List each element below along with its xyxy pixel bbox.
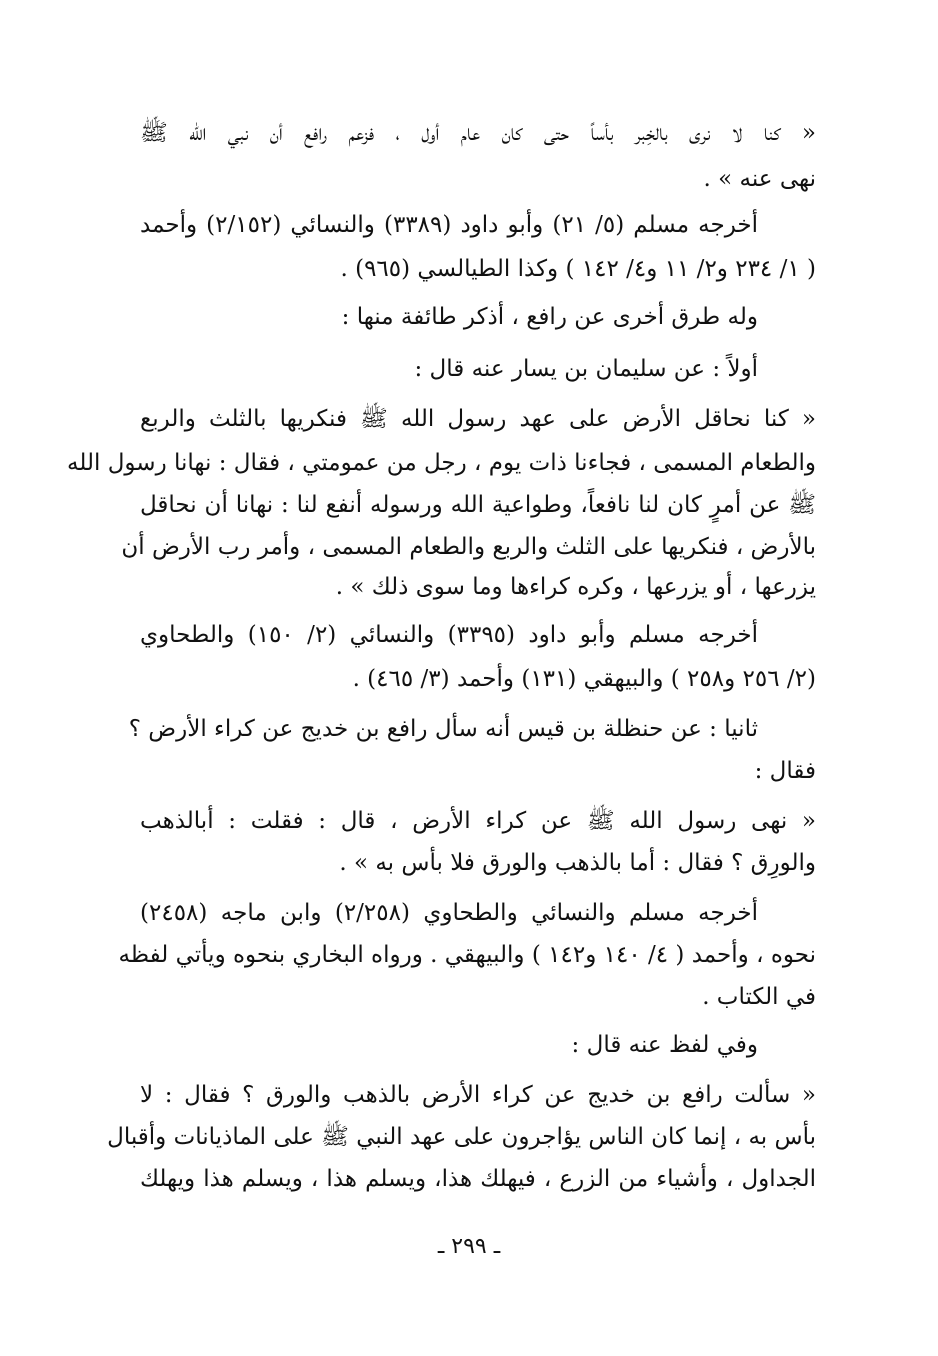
text-line: وفي لفظ عنه قال : xyxy=(571,1032,758,1058)
text-line: ثانيا : عن حنظلة بن قيس أنه سأل رافع بن خديج عن كراء الأرض ؟ xyxy=(128,716,758,742)
text-line: والورِق ؟ فقال : أما بالذهب والورق فلا بأس به » . xyxy=(339,850,816,876)
text-line: فقال : xyxy=(754,758,816,784)
text-line: « كنا لا نرى بالخِبر بأساً حتى كان عام أول ، فزعم رافع أن نبي الله ﷺ xyxy=(140,120,816,146)
text-line: الجداول ، وأشياء من الزرع ، فيهلك هذا، ويسلم هذا ، ويسلم هذا ويهلك xyxy=(140,1166,816,1192)
page-number: ـ ٢٩٩ ـ xyxy=(437,1234,501,1259)
text-line: بأس به ، إنما كان الناس يؤاجرون على عهد النبي ﷺ على الماذيانات وأقبال xyxy=(107,1124,816,1150)
text-line: أخرجه مسلم وأبو داود (٣٣٩٥) والنسائي (٢/ ١٥٠) والطحاوي xyxy=(140,622,758,648)
text-line: ( ١/ ٢٣٤ و٢/ ١١ و٤/ ١٤٢ ) وكذا الطيالسي (٩٦٥) . xyxy=(340,256,816,282)
text-line: « نهى رسول الله ﷺ عن كراء الأرض ، قال : فقلت : أبالذهب xyxy=(140,808,816,834)
text-line: وله طرق أخرى عن رافع ، أذكر طائفة منها : xyxy=(341,304,758,330)
text-line: أخرجه مسلم (٥/ ٢١) وأبو داود (٣٣٨٩) والنسائي (٢/١٥٢) وأحمد xyxy=(140,212,758,238)
text-line: يزرعها ، أو يزرعها ، وكره كراءها وما سوى ذلك » . xyxy=(335,574,816,600)
text-line: في الكتاب . xyxy=(702,984,816,1010)
text-line: أخرجه مسلم والنسائي والطحاوي (٢/٢٥٨) وابن ماجه (٢٤٥٨) xyxy=(140,900,758,926)
text-line: نهى عنه » . xyxy=(703,166,816,192)
text-line: بالأرض ، فنكريها على الثلث والربع والطعام المسمى ، وأمر رب الأرض أن xyxy=(121,534,816,560)
text-line: (٢/ ٢٥٦ و٢٥٨ ) والبيهقي (١٣١) وأحمد (٣/ ٤٦٥) . xyxy=(352,666,816,692)
text-line: « كنا نحاقل الأرض على عهد رسول الله ﷺ فنكريها بالثلث والربع xyxy=(140,406,816,432)
text-line: « سألت رافع بن خديج عن كراء الأرض بالذهب والورق ؟ فقال : لا xyxy=(140,1082,816,1108)
text-line: ﷺ عن أمرٍ كان لنا نافعاً، وطواعية الله ورسوله أنفع لنا : نهانا أن نحاقل xyxy=(140,492,816,518)
text-line: والطعام المسمى ، فجاءنا ذات يوم ، رجل من عمومتي ، فقال : نهانا رسول الله xyxy=(67,450,816,476)
text-line: أولاً : عن سليمان بن يسار عنه قال : xyxy=(414,356,758,382)
text-line: نحوه ، وأحمد ( ٤/ ١٤٠ و١٤٢ ) والبيهقي . ورواه البخاري بنحوه ويأتي لفظه xyxy=(118,942,816,968)
